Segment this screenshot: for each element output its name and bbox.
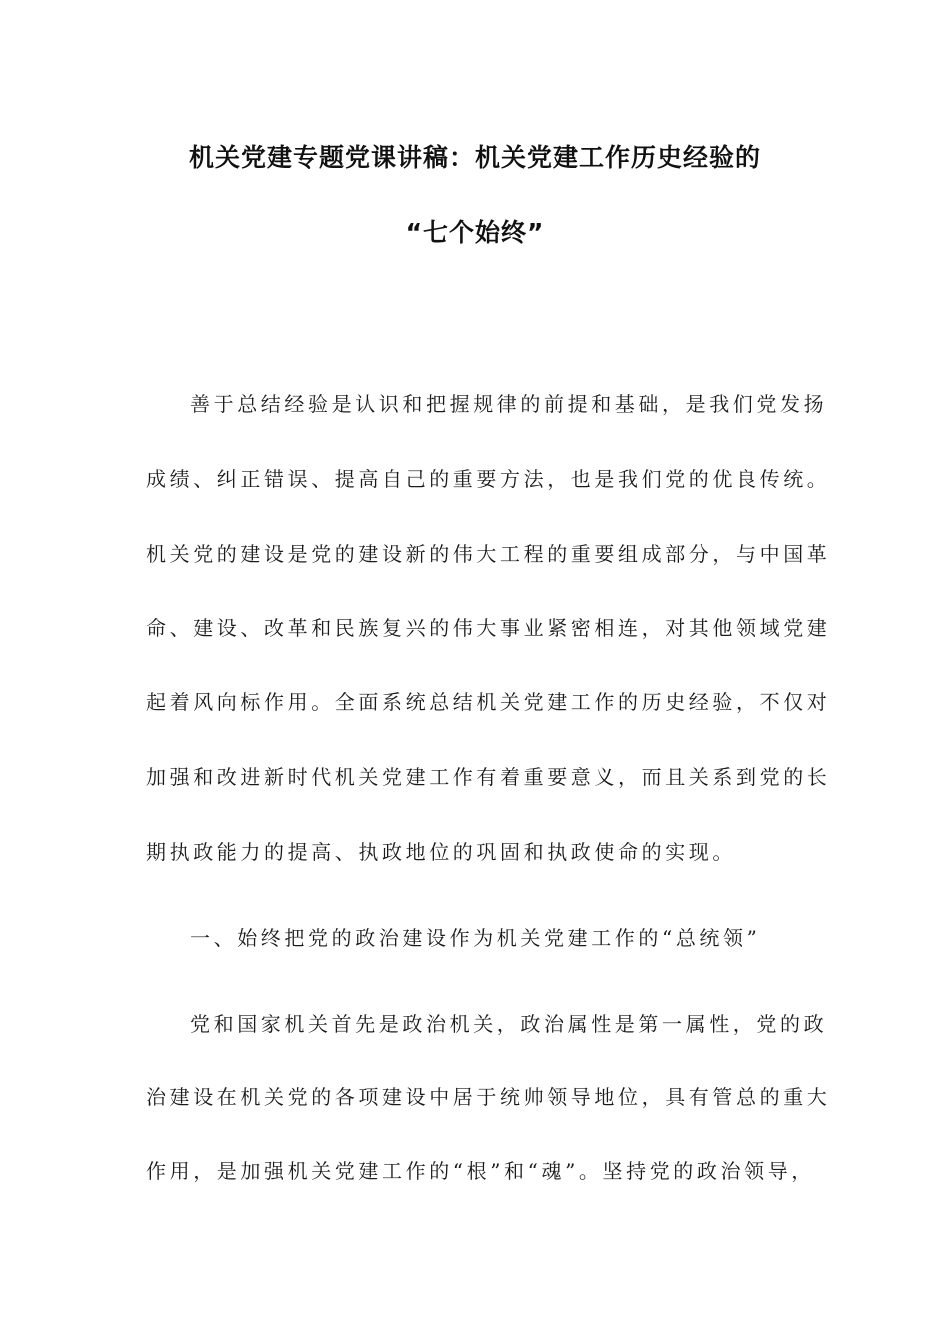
paragraph-line: 期执政能力的提高、执政地位的巩固和执政使命的实现。: [146, 840, 736, 864]
section-heading: 一、始终把党的政治建设作为机关党建工作的“总统领”: [190, 926, 761, 950]
paragraph-line: 起着风向标作用。全面系统总结机关党建工作的历史经验，不仅对: [146, 690, 831, 714]
paragraph-line: 机关党的建设是党的建设新的伟大工程的重要组成部分，与中国革: [146, 542, 831, 566]
paragraph-line: 善于总结经验是认识和把握规律的前提和基础，是我们党发扬: [190, 392, 828, 416]
paragraph-line: 党和国家机关首先是政治机关，政治属性是第一属性，党的政: [190, 1012, 828, 1036]
paragraph-line: 命、建设、改革和民族复兴的伟大事业紧密相连，对其他领域党建: [146, 616, 831, 640]
document-title-line-1: 机关党建专题党课讲稿：机关党建工作历史经验的: [188, 143, 761, 172]
document-title-line-2: “七个始终”: [405, 218, 545, 247]
paragraph-line: 加强和改进新时代机关党建工作有着重要意义，而且关系到党的长: [146, 765, 831, 789]
paragraph-line: 治建设在机关党的各项建设中居于统帅领导地位，具有管总的重大: [146, 1085, 831, 1109]
paragraph-line: 成绩、纠正错误、提高自己的重要方法，也是我们党的优良传统。: [146, 467, 831, 491]
paragraph-line: 作用，是加强机关党建工作的“根”和“魂”。坚持党的政治领导，: [146, 1159, 815, 1183]
